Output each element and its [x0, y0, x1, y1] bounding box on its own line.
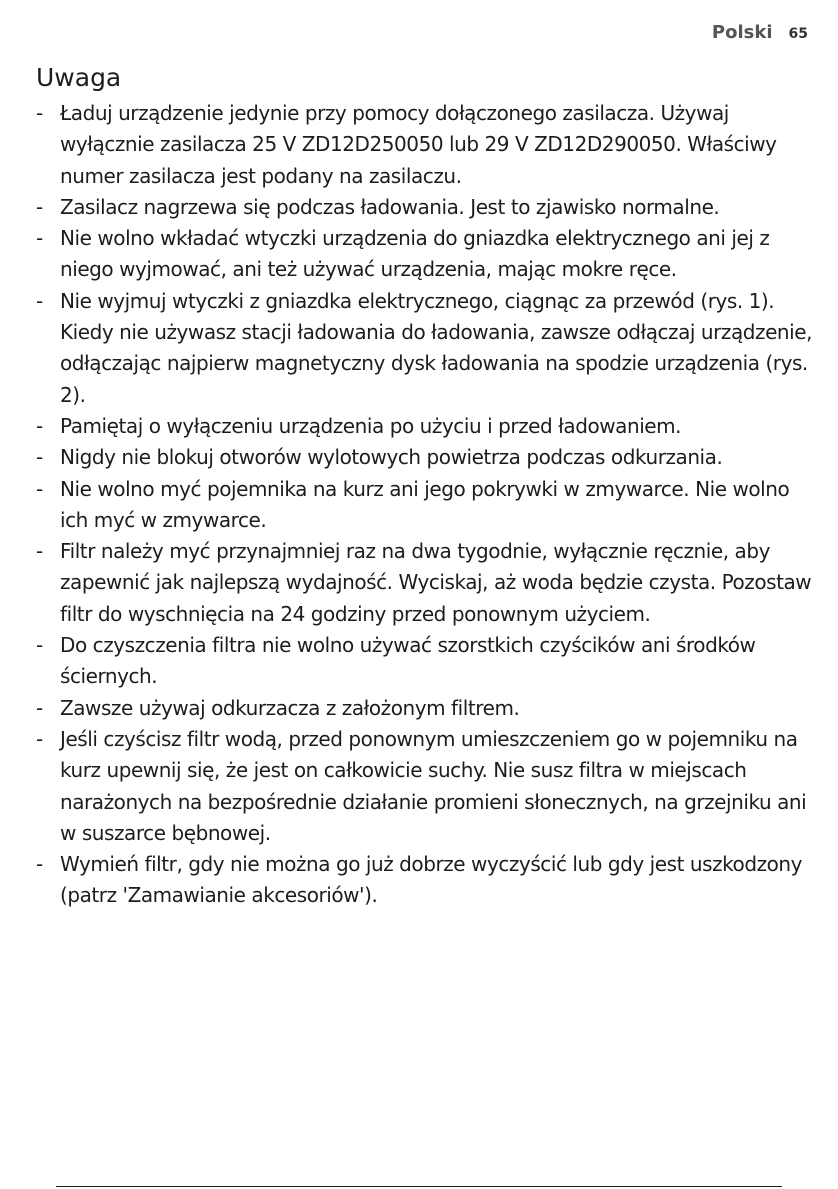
list-item-text: Ładuj urządzenie jedynie przy pomocy dołączonego zasilacza. Używaj wyłącznie zasilacza 25 V ZD12D250050 lub 29 V ZD12D290050. Właściwy numer zasilacza jest podany na zasilaczu. — [60, 101, 777, 188]
section-heading: Uwaga — [36, 63, 122, 92]
list-item — [36, 286, 816, 411]
notes-section — [36, 62, 816, 912]
dash-bullet: - — [36, 852, 43, 877]
dash-bullet: - — [36, 101, 43, 125]
list-item — [36, 474, 816, 537]
dash-bullet: - — [36, 226, 43, 251]
list-item-text: Filtr należy myć przynajmniej raz na dwa tygodnie, wyłącznie ręcznie, aby zapewnić jak najlepszą wydajność. Wyciskaj, aż woda będzie czysta. Pozostaw filtr do wyschnięcia na 24 godziny przed ponownym użyciem. — [60, 539, 812, 626]
list-item-text: Nie wolno myć pojemnika na kurz ani jego pokrywki w zmywarce. Nie wolno ich myć w zmywarce. — [60, 476, 790, 532]
footer-divider — [56, 1186, 782, 1187]
list-item-text: Wymień filtr, gdy nie można go już dobrze wyczyścić lub gdy jest uszkodzony (patrz 'Zamawianie akcesoriów'). — [60, 852, 803, 908]
list-item — [36, 849, 816, 912]
list-item-text: Zawsze używaj odkurzacza z założonym filtrem. — [60, 695, 520, 720]
list-item-text: Nie wolno wkładać wtyczki urządzenia do gniazdka elektrycznego ani jej z niego wyjmować, ani też używać urządzenia, mając mokre ręce. — [60, 226, 770, 282]
list-item — [36, 630, 816, 693]
page-number: 65 — [788, 26, 808, 42]
dash-bullet: - — [36, 695, 43, 720]
dash-bullet: - — [36, 539, 43, 564]
dash-bullet: - — [36, 726, 43, 751]
dash-bullet: - — [36, 413, 43, 438]
dash-bullet: - — [36, 476, 43, 501]
list-item-text: Nigdy nie blokuj otworów wylotowych powietrza podczas odkurzania. — [60, 445, 723, 470]
page-header — [712, 22, 808, 43]
list-item — [36, 223, 816, 286]
list-item — [36, 724, 816, 849]
language-label: Polski — [711, 22, 773, 43]
list-item-text: Jeśli czyścisz filtr wodą, przed ponownym umieszczeniem go w pojemniku na kurz upewnij się, że jest on całkowicie suchy. Nie susz filtra w miejscach narażonych na bezpośrednie działanie promieni słonecznych, na grzejniku ani w suszarce bębnowej. — [60, 726, 807, 845]
notes-list — [36, 98, 816, 912]
list-item — [36, 536, 816, 630]
dash-bullet: - — [36, 633, 43, 658]
list-item-text: Pamiętaj o wyłączeniu urządzenia po użyciu i przed ładowaniem. — [60, 413, 682, 438]
list-item — [36, 192, 816, 223]
list-item — [36, 442, 816, 473]
list-item — [36, 98, 816, 192]
dash-bullet: - — [36, 288, 43, 313]
list-item-text: Nie wyjmuj wtyczki z gniazdka elektrycznego, ciągnąc za przewód (rys. 1). Kiedy nie używasz stacji ładowania do ładowania, zawsze odłączaj urządzenie, odłączając najpierw magnetyczny dysk ładowania na spodzie urządzenia (rys. 2). — [60, 288, 813, 407]
dash-bullet: - — [36, 194, 43, 219]
list-item — [36, 411, 816, 442]
dash-bullet: - — [36, 445, 43, 470]
list-item-text: Do czyszczenia filtra nie wolno używać szorstkich czyścików ani środków ściernych. — [60, 633, 756, 689]
list-item-text: Zasilacz nagrzewa się podczas ładowania. Jest to zjawisko normalne. — [60, 194, 720, 219]
list-item — [36, 693, 816, 724]
